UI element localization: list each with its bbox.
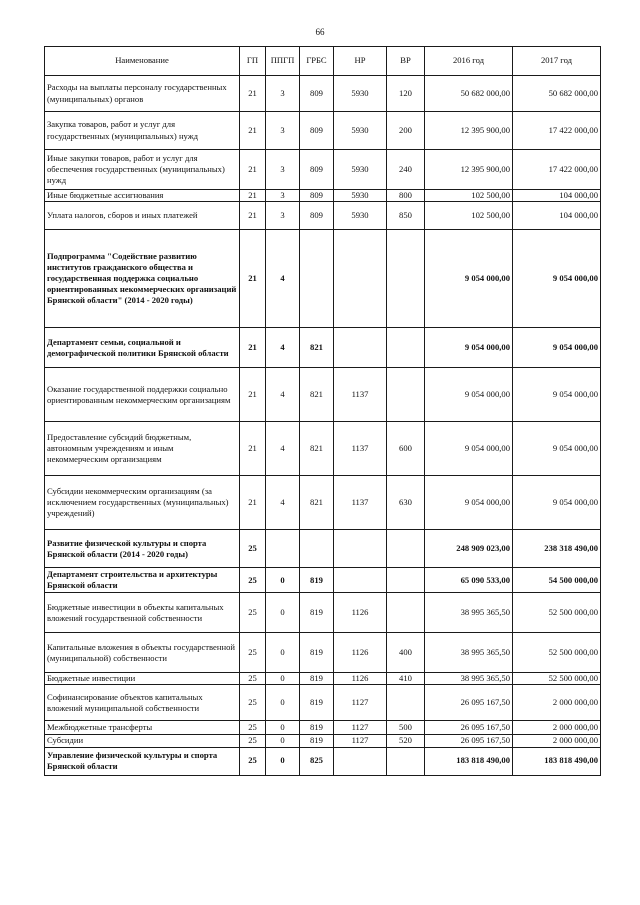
cell-grbs: 819	[300, 673, 334, 685]
cell-nr: 5930	[334, 76, 387, 112]
cell-gp: 25	[240, 633, 266, 673]
cell-2017: 104 000,00	[513, 202, 601, 230]
cell-name: Иные бюджетные ассигнования	[45, 190, 240, 202]
cell-gp: 25	[240, 673, 266, 685]
cell-ppgp: 3	[266, 76, 300, 112]
table-row	[45, 568, 601, 593]
cell-gp: 25	[240, 747, 266, 775]
cell-2016: 248 909 023,00	[425, 530, 513, 568]
cell-name: Подпрограмма "Содействие развитию институтов гражданского общества и государственная поддержка социально ориентированных некоммерческих организаций Брянской области" (2014 - 2020 годы)	[45, 230, 240, 328]
cell-2016: 12 395 900,00	[425, 112, 513, 150]
cell-vr: 850	[387, 202, 425, 230]
cell-name: Предоставление субсидий бюджетным, автономным учреждениям и иным некоммерческим организациям	[45, 422, 240, 476]
table-body	[45, 76, 601, 776]
cell-gp: 25	[240, 593, 266, 633]
header-gp: ГП	[240, 47, 266, 76]
cell-gp: 21	[240, 150, 266, 190]
cell-ppgp: 4	[266, 328, 300, 368]
cell-2016: 38 995 365,50	[425, 633, 513, 673]
cell-name: Расходы на выплаты персоналу государственных (муниципальных) органов	[45, 76, 240, 112]
cell-vr	[387, 328, 425, 368]
cell-vr	[387, 685, 425, 721]
cell-2017: 54 500 000,00	[513, 568, 601, 593]
cell-vr: 410	[387, 673, 425, 685]
cell-ppgp: 3	[266, 112, 300, 150]
cell-2017: 17 422 000,00	[513, 112, 601, 150]
cell-2017: 183 818 490,00	[513, 747, 601, 775]
cell-ppgp: 4	[266, 368, 300, 422]
cell-name: Бюджетные инвестиции	[45, 673, 240, 685]
table-row	[45, 747, 601, 775]
table-row	[45, 76, 601, 112]
header-name: Наименование	[45, 47, 240, 76]
header-ppgp: ППГП	[266, 47, 300, 76]
cell-vr: 600	[387, 422, 425, 476]
cell-ppgp: 0	[266, 593, 300, 633]
cell-nr: 5930	[334, 150, 387, 190]
cell-2016: 26 095 167,50	[425, 721, 513, 735]
cell-name: Департамент строительства и архитектуры Брянской области	[45, 568, 240, 593]
table-header-row	[45, 47, 601, 76]
cell-2017: 9 054 000,00	[513, 422, 601, 476]
cell-grbs: 819	[300, 721, 334, 735]
cell-gp: 25	[240, 685, 266, 721]
cell-gp: 21	[240, 112, 266, 150]
header-grbs: ГРБС	[300, 47, 334, 76]
cell-2016: 9 054 000,00	[425, 328, 513, 368]
cell-gp: 21	[240, 368, 266, 422]
cell-2017: 52 500 000,00	[513, 593, 601, 633]
cell-2017: 238 318 490,00	[513, 530, 601, 568]
cell-vr	[387, 368, 425, 422]
cell-name: Софинансирование объектов капитальных вложений муниципальной собственности	[45, 685, 240, 721]
cell-2017: 52 500 000,00	[513, 673, 601, 685]
cell-nr	[334, 530, 387, 568]
cell-2017: 9 054 000,00	[513, 328, 601, 368]
table-row	[45, 673, 601, 685]
cell-2017: 9 054 000,00	[513, 368, 601, 422]
cell-2016: 26 095 167,50	[425, 685, 513, 721]
header-nr: НР	[334, 47, 387, 76]
cell-vr: 800	[387, 190, 425, 202]
cell-vr	[387, 593, 425, 633]
cell-ppgp	[266, 530, 300, 568]
cell-name: Капитальные вложения в объекты государственной (муниципальной) собственности	[45, 633, 240, 673]
cell-name: Субсидии некоммерческим организациям (за исключением государственных (муниципальных) учреждений)	[45, 476, 240, 530]
table-row	[45, 328, 601, 368]
table-row	[45, 422, 601, 476]
cell-nr: 5930	[334, 202, 387, 230]
cell-ppgp: 4	[266, 422, 300, 476]
cell-grbs: 809	[300, 150, 334, 190]
cell-2016: 102 500,00	[425, 190, 513, 202]
table-row	[45, 476, 601, 530]
cell-nr: 1127	[334, 685, 387, 721]
cell-nr: 1137	[334, 422, 387, 476]
cell-grbs	[300, 530, 334, 568]
cell-ppgp: 0	[266, 685, 300, 721]
budget-table	[44, 46, 601, 776]
cell-vr	[387, 530, 425, 568]
cell-nr	[334, 568, 387, 593]
cell-2017: 104 000,00	[513, 190, 601, 202]
cell-2016: 50 682 000,00	[425, 76, 513, 112]
cell-grbs: 821	[300, 476, 334, 530]
cell-2017: 9 054 000,00	[513, 230, 601, 328]
cell-grbs: 819	[300, 685, 334, 721]
header-2016: 2016 год	[425, 47, 513, 76]
cell-grbs: 821	[300, 328, 334, 368]
page-number: 66	[315, 27, 325, 37]
table-row	[45, 202, 601, 230]
cell-name: Субсидии	[45, 735, 240, 747]
cell-2017: 52 500 000,00	[513, 633, 601, 673]
cell-nr: 1137	[334, 476, 387, 530]
cell-nr	[334, 747, 387, 775]
cell-2016: 9 054 000,00	[425, 368, 513, 422]
table-row	[45, 735, 601, 747]
table-row	[45, 530, 601, 568]
cell-vr: 400	[387, 633, 425, 673]
cell-2016: 38 995 365,50	[425, 673, 513, 685]
cell-ppgp: 0	[266, 568, 300, 593]
cell-ppgp: 3	[266, 150, 300, 190]
cell-grbs: 819	[300, 568, 334, 593]
cell-gp: 21	[240, 76, 266, 112]
cell-gp: 25	[240, 735, 266, 747]
cell-vr: 500	[387, 721, 425, 735]
cell-grbs: 819	[300, 593, 334, 633]
cell-vr: 240	[387, 150, 425, 190]
cell-2017: 2 000 000,00	[513, 685, 601, 721]
cell-grbs: 809	[300, 76, 334, 112]
cell-nr: 1126	[334, 593, 387, 633]
table-row	[45, 593, 601, 633]
table-row	[45, 190, 601, 202]
cell-vr	[387, 230, 425, 328]
cell-2016: 9 054 000,00	[425, 476, 513, 530]
cell-2017: 17 422 000,00	[513, 150, 601, 190]
cell-vr: 630	[387, 476, 425, 530]
cell-gp: 25	[240, 721, 266, 735]
cell-nr: 1137	[334, 368, 387, 422]
header-vr: ВР	[387, 47, 425, 76]
cell-2016: 102 500,00	[425, 202, 513, 230]
cell-ppgp: 0	[266, 747, 300, 775]
cell-vr: 520	[387, 735, 425, 747]
cell-gp: 25	[240, 568, 266, 593]
cell-nr: 1126	[334, 633, 387, 673]
cell-2017: 2 000 000,00	[513, 735, 601, 747]
cell-2017: 50 682 000,00	[513, 76, 601, 112]
cell-grbs: 809	[300, 190, 334, 202]
cell-grbs: 821	[300, 422, 334, 476]
cell-name: Управление физической культуры и спорта Брянской области	[45, 747, 240, 775]
cell-name: Департамент семьи, социальной и демографической политики Брянской области	[45, 328, 240, 368]
cell-nr: 1127	[334, 735, 387, 747]
cell-name: Бюджетные инвестиции в объекты капитальных вложений государственной собственности	[45, 593, 240, 633]
cell-vr	[387, 747, 425, 775]
table-row	[45, 368, 601, 422]
cell-gp: 25	[240, 530, 266, 568]
table-row	[45, 685, 601, 721]
cell-ppgp: 0	[266, 721, 300, 735]
cell-ppgp: 0	[266, 735, 300, 747]
cell-ppgp: 3	[266, 190, 300, 202]
cell-2016: 9 054 000,00	[425, 230, 513, 328]
cell-grbs: 821	[300, 368, 334, 422]
cell-2017: 9 054 000,00	[513, 476, 601, 530]
cell-2017: 2 000 000,00	[513, 721, 601, 735]
cell-gp: 21	[240, 190, 266, 202]
cell-2016: 9 054 000,00	[425, 422, 513, 476]
cell-2016: 26 095 167,50	[425, 735, 513, 747]
cell-grbs: 819	[300, 735, 334, 747]
cell-name: Развитие физической культуры и спорта Брянской области (2014 - 2020 годы)	[45, 530, 240, 568]
table-row	[45, 721, 601, 735]
cell-nr: 5930	[334, 190, 387, 202]
cell-gp: 21	[240, 230, 266, 328]
cell-grbs: 819	[300, 633, 334, 673]
table-row	[45, 633, 601, 673]
cell-name: Закупка товаров, работ и услуг для государственных (муниципальных) нужд	[45, 112, 240, 150]
cell-nr: 1127	[334, 721, 387, 735]
cell-ppgp: 3	[266, 202, 300, 230]
table-row	[45, 230, 601, 328]
cell-name: Уплата налогов, сборов и иных платежей	[45, 202, 240, 230]
cell-gp: 21	[240, 476, 266, 530]
header-2017: 2017 год	[513, 47, 601, 76]
cell-ppgp: 4	[266, 230, 300, 328]
cell-gp: 21	[240, 202, 266, 230]
cell-gp: 21	[240, 422, 266, 476]
cell-2016: 183 818 490,00	[425, 747, 513, 775]
cell-ppgp: 0	[266, 633, 300, 673]
cell-name: Иные закупки товаров, работ и услуг для обеспечения государственных (муниципальных) нужд	[45, 150, 240, 190]
cell-ppgp: 4	[266, 476, 300, 530]
cell-2016: 65 090 533,00	[425, 568, 513, 593]
cell-gp: 21	[240, 328, 266, 368]
cell-vr: 200	[387, 112, 425, 150]
cell-ppgp: 0	[266, 673, 300, 685]
cell-nr: 1126	[334, 673, 387, 685]
cell-nr: 5930	[334, 112, 387, 150]
cell-vr: 120	[387, 76, 425, 112]
cell-name: Оказание государственной поддержки социально ориентированным некоммерческим организациям	[45, 368, 240, 422]
cell-2016: 38 995 365,50	[425, 593, 513, 633]
cell-grbs: 809	[300, 202, 334, 230]
table-row	[45, 150, 601, 190]
cell-grbs: 809	[300, 112, 334, 150]
cell-grbs	[300, 230, 334, 328]
cell-name: Межбюджетные трансферты	[45, 721, 240, 735]
table-row	[45, 112, 601, 150]
cell-grbs: 825	[300, 747, 334, 775]
cell-2016: 12 395 900,00	[425, 150, 513, 190]
cell-nr	[334, 328, 387, 368]
cell-vr	[387, 568, 425, 593]
cell-nr	[334, 230, 387, 328]
